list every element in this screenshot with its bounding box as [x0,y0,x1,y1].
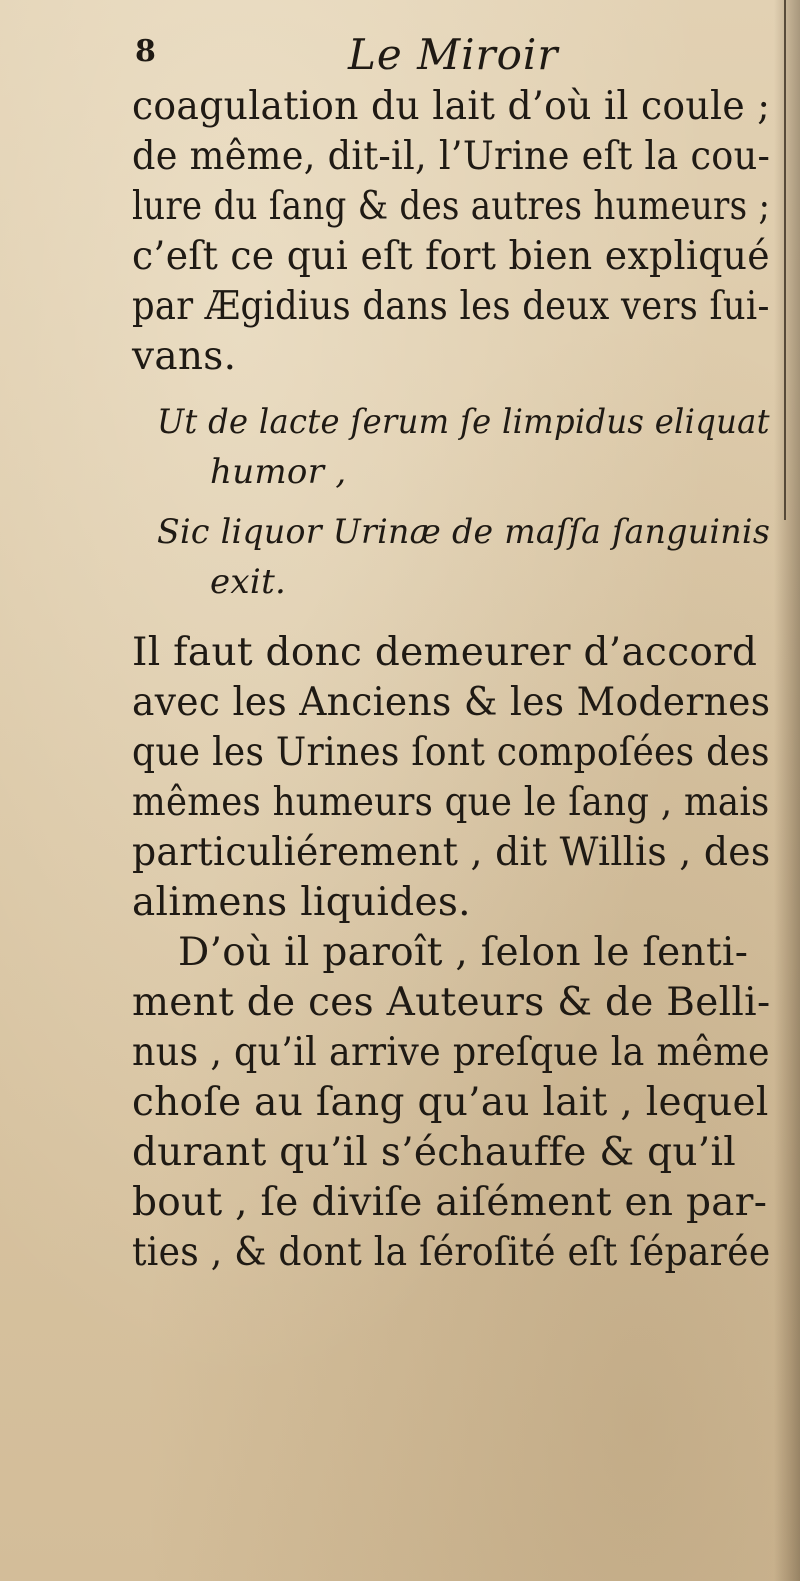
page-number: 8 [135,34,156,69]
text-line: que les Urines ſont compoſées des [132,730,770,775]
text-line: par Ægidius dans les deux vers ſui- [132,284,770,329]
text-line: Il faut donc demeurer d’accord [132,630,758,675]
running-title: Le Miroir [348,30,559,79]
text-line: coagulation du lait d’où il coule ; [132,84,771,129]
page-header [0,30,800,80]
verse-line: exit. [210,562,287,602]
text-line: durant qu’il s’échauffe & qu’il [132,1130,736,1175]
text-line: avec les Anciens & les Modernes [132,680,771,725]
text-line: bout , ſe diviſe aiſément en par- [132,1180,768,1225]
verse-line: humor , [210,452,347,492]
text-line: de même, dit-il, l’Urine eſt la cou- [132,134,771,179]
text-line: D’où il paroît , ſelon le ſenti- [178,930,749,975]
verse-line: Ut de lacte ſerum ſe limpidus eliquat [157,402,770,442]
text-line: vans. [132,334,237,379]
verse-line: Sic liquor Urinæ de maſſa ſanguinis [157,512,771,552]
text-line: c’eſt ce qui eſt fort bien expliqué [132,234,770,279]
text-line: particuliérement , dit Willis , des [132,830,771,875]
text-line: mêmes humeurs que le ſang , mais [132,780,770,825]
text-line: nus , qu’il arrive preſque la même [132,1030,770,1075]
text-line: alimens liquides. [132,880,471,925]
text-line: ment de ces Auteurs & de Belli- [132,980,771,1025]
text-line: choſe au ſang qu’au lait , lequel [132,1080,769,1125]
text-line: ties , & dont la ſéroſité eſt ſéparée [132,1230,771,1275]
page-edge [774,0,800,1581]
text-line: lure du ſang & des autres humeurs ; [132,184,771,229]
